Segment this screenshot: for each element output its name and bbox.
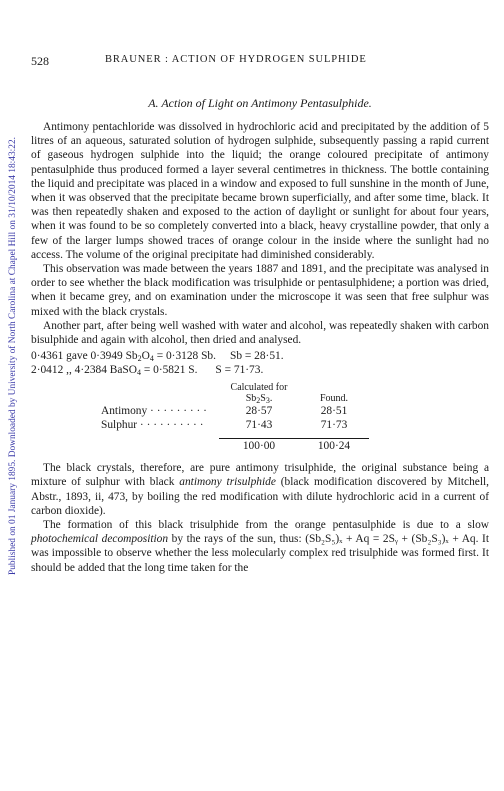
calculated-formula: $Sb_2S_3$. — [245, 392, 273, 405]
section-title-text: Action of Light on Antimony Pentasulphide. — [161, 96, 372, 110]
paragraph: The black crystals, therefore, are pure antimony trisulphide, the original substance being a mixture of sulphur with black antimony trisulphide (black modification discovered by Mitchell, Abstr., 1893, ii, 473, by boiling the red modification with dilute hydrochloric acid in a current of carbon dioxide). — [31, 462, 489, 517]
table-row: Sulphur · · · · · · · · · · 71·43 71·73 — [101, 418, 348, 431]
section-title — [31, 96, 489, 111]
analysis-results — [31, 349, 489, 377]
paragraph: This observation was made between the years 1887 and 1891, and the precipitate was analysed in order to see whether the black modification was trisulphide or pentasulphidene; a portion was dried, when it became grey, and on examination under the microscope it was seen that free sulphur was mixed with the black crystals. — [31, 263, 489, 318]
analysis-row: 0·4361 gave 0·3949 $Sb_2O_4 = 0\cdot 3128$ Sb. Sb = 28·51. — [31, 350, 284, 364]
paragraph: Another part, after being well washed with water and alcohol, was repeatedly shaken with carbon bisulphide and again with alcohol, then dried and analysed. — [31, 319, 489, 347]
total-row: 100·00 100·24 — [242, 440, 351, 453]
section-label: A. — [148, 96, 159, 110]
article-body — [31, 120, 489, 575]
paragraph: The formation of this black trisulphide from the orange pentasulphide is due to a slow photochemical decomposition by the rays of the sun, thus: (Sb₂S₅)ₓ + Aq = 2Sᵧ + (Sb₂S₃)ₓ + Aq. It was impossible to observe whether the less molecularly complex red trisulphide was formed first. It should be added that the long time taken for the — [31, 519, 490, 574]
composition-table — [101, 382, 369, 454]
calculated-header: Calculated for — [230, 381, 288, 393]
analysis-row: 2·0412 ,, 4·2384 BaSO$_4$ = 0·5821 S. S = 71·73. — [31, 364, 264, 378]
download-stamp-text: Published on 01 January 1895. Downloaded by University of North Carolina at Chapel Hill on 31/10/2014 18:43:22. — [8, 137, 18, 575]
table-row: Antimony · · · · · · · · · 28·57 28·51 — [101, 404, 348, 417]
running-header — [31, 54, 489, 68]
download-stamp — [4, 22, 22, 690]
running-title: BRAUNER : ACTION OF HYDROGEN SULPHIDE — [105, 54, 367, 65]
found-header: Found. — [319, 392, 349, 404]
page-number: 528 — [31, 54, 49, 68]
paragraph: Antimony pentachloride was dissolved in hydrochloric acid and precipitated by the addition of 5 litres of an aqueous, saturated solution of hydrogen sulphide, subsequently passing a rapid current of gaseous hydrogen sulphide into the liquid; the orange coloured precipitate of antimony pentasulphide thus produced formed a layer several centimetres in thickness. The bottle containing the liquid and precipitate was placed in a window and exposed to full sunshine in the month of June, when it was observed that the precipitate became brown superficially, and after some time, black. It was then repeatedly shaken and exposed to the action of daylight or sunlight for about four years, when it was found to be so completely converted into a black, heavy crystalline powder, that only a few of the larger lumps showed traces of orange colour in the inside where the sunlight had no access. The volume of the original precipitate had diminished considerably. — [31, 121, 489, 261]
